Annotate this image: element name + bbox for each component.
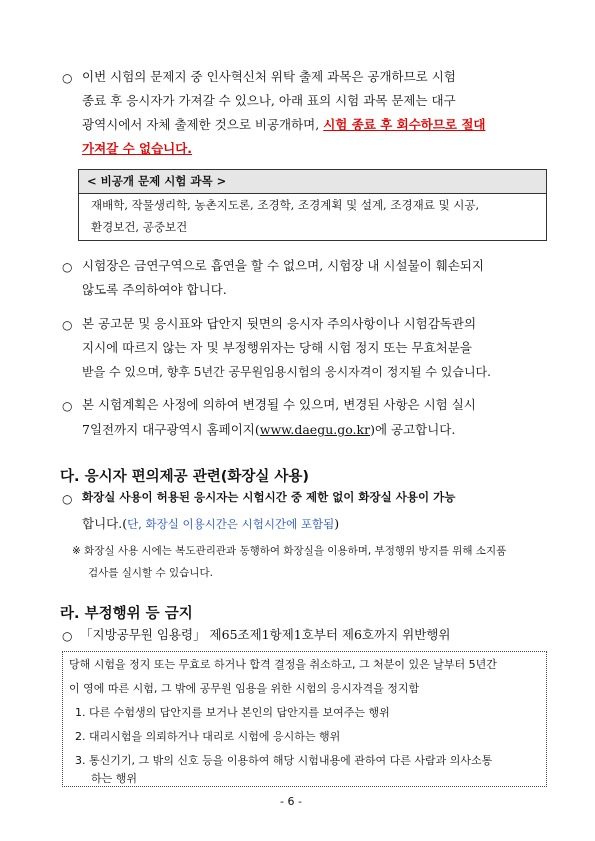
paragraph3-line1: 본 공고문 및 응시표와 답안지 뒷면의 응시자 주의사항이나 시험감독관의 bbox=[82, 316, 477, 331]
paragraph4-line2 bbox=[82, 424, 455, 437]
bullet-mark: ○ bbox=[62, 260, 73, 274]
paragraph2-line2: 않도록 주의하여야 합니다. bbox=[82, 282, 227, 297]
paragraph1-line3-warning: 시험 종료 후 회수하므로 절대 bbox=[323, 117, 486, 132]
paragraph1-line2: 종료 후 응시자가 가져갈 수 있으나, 아래 표의 시험 과목 문제는 대구 bbox=[82, 93, 456, 108]
paragraph3-line3: 받을 수 있으며, 향후 5년간 공무원임용시험의 응시자격이 정지될 수 있습니다. bbox=[82, 365, 491, 379]
paragraph2-line1: 시험장은 금연구역으로 흡연을 할 수 없으며, 시험장 내 시설물이 훼손되지 bbox=[82, 258, 484, 273]
penalty-details-box bbox=[62, 651, 547, 787]
section-da-line1: 화장실 사용이 허용된 응시자는 시험시간 중 제한 없이 화장실 사용이 가능 bbox=[82, 490, 456, 504]
paragraph4-line1: 본 시험계획은 사정에 의하여 변경될 수 있으며, 변경된 사항은 시험 실시 bbox=[82, 397, 476, 412]
paragraph1-line3-plain: 광역시에서 자체 출제한 것으로 비공개하며, bbox=[82, 117, 324, 132]
section-ra-line1: 「지방공무원 임용령」 제65조제1항제1호부터 제6호까지 위반행위 bbox=[80, 627, 451, 642]
paragraph1-line4 bbox=[82, 143, 192, 156]
bullet-mark: ○ bbox=[62, 629, 73, 643]
section-da-line2-close: ) bbox=[334, 516, 340, 531]
nondisclosure-subjects-line2: 환경보건, 공중보건 bbox=[91, 220, 188, 234]
bullet-mark: ○ bbox=[62, 318, 73, 332]
penalty-item-2: 2. 대리시험을 의뢰하거나 대리로 시험에 응시하는 행위 bbox=[75, 730, 341, 743]
section-da-line2 bbox=[82, 518, 339, 531]
nondisclosure-subjects-box bbox=[78, 169, 547, 241]
section-da-note-line2: 검사를 실시할 수 있습니다. bbox=[88, 567, 213, 579]
nondisclosure-subjects-line1: 재배학, 작물생리학, 농촌지도론, 조경학, 조경계획 및 설계, 조경재료 및 시공, bbox=[91, 198, 480, 212]
page-number: - 6 - bbox=[280, 795, 302, 808]
bullet-mark: ○ bbox=[62, 71, 73, 85]
daegu-homepage-link[interactable]: www.daegu.go.kr bbox=[259, 422, 371, 437]
penalty-box-line2: 이 영에 따른 시험, 그 밖에 공무원 임용을 위한 시험의 응시자격을 정지함 bbox=[69, 682, 420, 695]
bullet-mark: ○ bbox=[62, 492, 73, 506]
section-da-line2-note: 단, 화장실 이용시간은 시험시간에 포함됨 bbox=[127, 517, 335, 531]
paragraph4-line2-after: )에 공고합니다. bbox=[370, 422, 456, 437]
penalty-item-3-line2: 하는 행위 bbox=[91, 772, 138, 785]
nondisclosure-box-title: < 비공개 문제 시험 과목 > bbox=[87, 174, 227, 188]
section-ra-heading: 라. 부정행위 등 금지 bbox=[60, 606, 193, 622]
penalty-item-3-line1: 3. 통신기기, 그 밖의 신호 등을 이용하여 해당 시험내용에 관하여 다른 사람과 의사소통 bbox=[75, 754, 493, 767]
paragraph1-line4-warning: 가져갈 수 없습니다. bbox=[82, 141, 193, 156]
penalty-item-1: 1. 다른 수험생의 답안지를 보거나 본인의 답안지를 보여주는 행위 bbox=[75, 706, 390, 719]
section-da-note-line1: ※ 화장실 사용 시에는 복도관리관과 동행하여 화장실을 이용하며, 부정행위 방지를 위해 소지품 bbox=[72, 545, 507, 557]
bullet-mark: ○ bbox=[62, 399, 73, 413]
paragraph1-line3 bbox=[82, 119, 486, 132]
section-da-heading: 다. 응시자 편의제공 관련(화장실 사용) bbox=[60, 469, 310, 485]
penalty-box-line1: 당해 시험을 정지 또는 무효로 하거나 합격 결정을 취소하고, 그 처분이 있은 날부터 5년간 bbox=[69, 658, 497, 671]
paragraph3-line2: 지시에 따르지 않는 자 및 부정행위자는 당해 시험 정지 또는 무효처분을 bbox=[82, 340, 472, 355]
paragraph1-line1: 이번 시험의 문제지 중 인사혁신처 위탁 출제 과목은 공개하므로 시험 bbox=[82, 69, 456, 84]
section-da-line2-plain: 합니다.( bbox=[82, 516, 128, 531]
paragraph4-line2-before: 7일전까지 대구광역시 홈페이지( bbox=[82, 422, 260, 437]
